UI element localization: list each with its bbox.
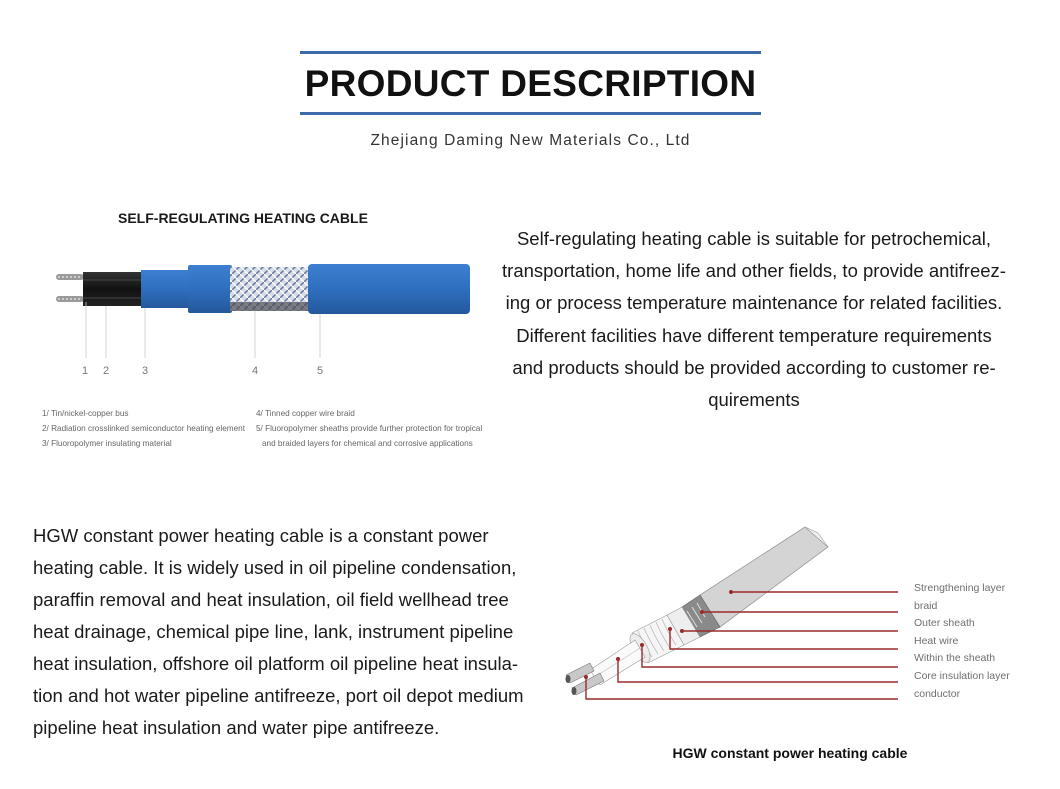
self-regulating-description — [474, 223, 1034, 416]
callout-5: 5 — [316, 365, 324, 377]
description-line: heating cable. It is widely used in oil pipeline condensation, — [33, 557, 517, 578]
legend-item: 3/ Fluoropolymer insulating material — [42, 439, 172, 448]
hgw-layer-labels — [914, 580, 1010, 703]
callout-3: 3 — [141, 365, 149, 377]
title-rule-top — [300, 51, 761, 54]
layer-label-braid: braid — [914, 599, 938, 612]
description-line: transportation, home life and other fields, to provide antifreez- — [502, 260, 1006, 282]
layer-label-heat-wire: Heat wire — [914, 634, 959, 647]
description-line: pipeline heat insulation and water pipe antifreeze. — [33, 717, 440, 738]
legend-left — [42, 406, 245, 451]
description-line: Self-regulating heating cable is suitable for petrochemical, — [516, 228, 992, 249]
layer-label-conductor: conductor — [914, 687, 961, 700]
legend-item: 1/ Tin/nickel-copper bus — [42, 409, 129, 418]
self-regulating-title: SELF-REGULATING HEATING CABLE — [118, 210, 368, 226]
description-line: paraffin removal and heat insulation, oil field wellhead tree — [33, 589, 509, 610]
description-line: Different facilities have different temperature requirements — [516, 324, 992, 346]
hgw-description — [33, 520, 563, 744]
description-line: ing or process temperature maintenance for related facilities. — [505, 292, 1003, 314]
layer-label-within-sheath: Within the sheath — [914, 652, 996, 665]
layer-label-strengthening: Strengthening layer — [914, 582, 1006, 594]
hgw-caption: HGW constant power heating cable — [672, 745, 908, 761]
callout-2: 2 — [102, 365, 110, 377]
description-line: heat insulation, offshore oil platform oil pipeline heat insula- — [33, 653, 519, 674]
company-name: Zhejiang Daming New Materials Co., Ltd — [370, 132, 691, 149]
title-rule-bottom — [300, 112, 761, 115]
layer-label-core-insulation: Core insulation layer — [914, 669, 1010, 682]
description-line: HGW constant power heating cable is a constant power — [33, 525, 489, 546]
callout-1: 1 — [81, 365, 89, 377]
callout-4: 4 — [251, 365, 259, 377]
description-line: tion and hot water pipeline antifreeze, port oil depot medium — [33, 685, 524, 706]
legend-item: and braided layers for chemical and corrosive applications — [262, 439, 473, 448]
legend-right — [256, 406, 482, 451]
legend-item: 5/ Fluoropolymer sheaths provide further protection for tropical — [256, 424, 483, 433]
legend-item: 4/ Tinned copper wire braid — [256, 409, 355, 418]
self-regulating-cable-diagram — [40, 250, 480, 380]
layer-label-outer-sheath: Outer sheath — [914, 617, 975, 630]
legend-item: 2/ Radiation crosslinked semiconductor heating element — [42, 424, 245, 433]
description-line: quirements — [708, 389, 800, 411]
description-line: and products should be provided according to customer re- — [512, 356, 996, 378]
bus-wires — [56, 274, 84, 302]
description-line: heat drainage, chemical pipe line, lank, instrument pipeline — [33, 621, 514, 642]
page-title: PRODUCT DESCRIPTION — [304, 63, 757, 104]
